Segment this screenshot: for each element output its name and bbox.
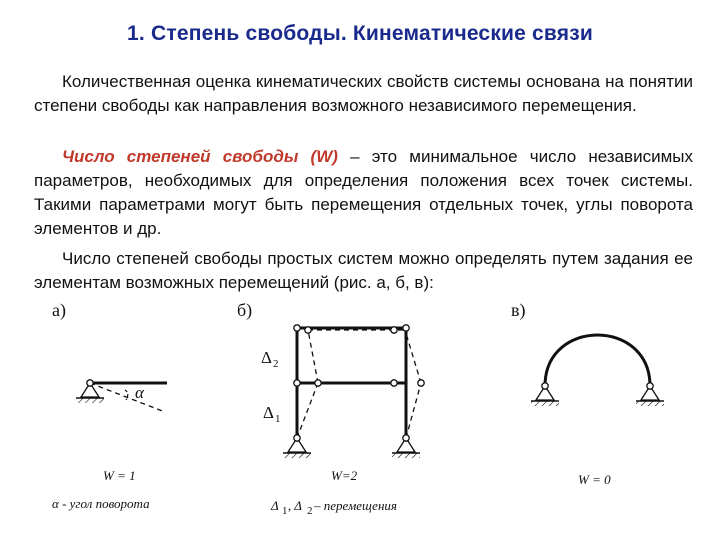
figure-b-frame [297,328,406,438]
figure-a [52,300,167,511]
paragraph-intro: Количественная оценка кинематических свойств системы основана на понятии степени свободы как направления возможного независимого перемещения. [34,72,693,115]
svg-text:, Δ: , Δ [288,498,302,513]
figure-b [237,300,424,517]
figure-c-dof: W = 0 [578,472,611,487]
svg-text:Δ: Δ [261,348,272,367]
figure-c-support-left [531,383,559,406]
figure-a-angle-symbol: α [135,383,144,402]
slide-title: 1. Степень свободы. Кинематические связи [127,22,593,45]
svg-text:2: 2 [307,505,313,517]
figure-a-label: а) [52,300,66,320]
figure-c-label: в) [511,300,526,320]
figure-b-delta2-label [261,348,279,370]
svg-text:Δ: Δ [263,403,274,422]
figure-b-caption [270,498,397,517]
figure-a-dof: W = 1 [103,468,136,483]
figure-c-support-right [636,383,664,406]
term-degrees-of-freedom: Число степеней свободы (W) [62,147,338,166]
svg-text:1: 1 [275,413,281,425]
svg-text:Δ: Δ [271,498,279,513]
figure-b-support-left [283,435,311,458]
figure-c [511,300,664,487]
figure-b-dof: W=2 [331,468,358,483]
paragraph-method: Число степеней свободы простых систем можно определять путем задания ее элементам возможных перемещений (рис. а, б, в): [34,249,693,292]
figure-a-caption: α - угол поворота [52,496,150,511]
svg-text:1: 1 [282,505,288,517]
svg-text:– перемещения: – перемещения [314,498,397,513]
figure-b-support-right [392,435,420,458]
figure-c-arch [545,335,650,386]
figure-b-delta1-label [263,403,281,425]
definition-text: – это минимальное число независимых параметров, необходимых для определения положения всех точек системы. Такими параметрами могут быть перемещения отдельных точек, углы поворота элементов и др. [34,147,693,238]
svg-text:2: 2 [273,358,279,370]
figure-a-angle-arc [125,390,128,400]
figure-b-label: б) [237,300,253,320]
